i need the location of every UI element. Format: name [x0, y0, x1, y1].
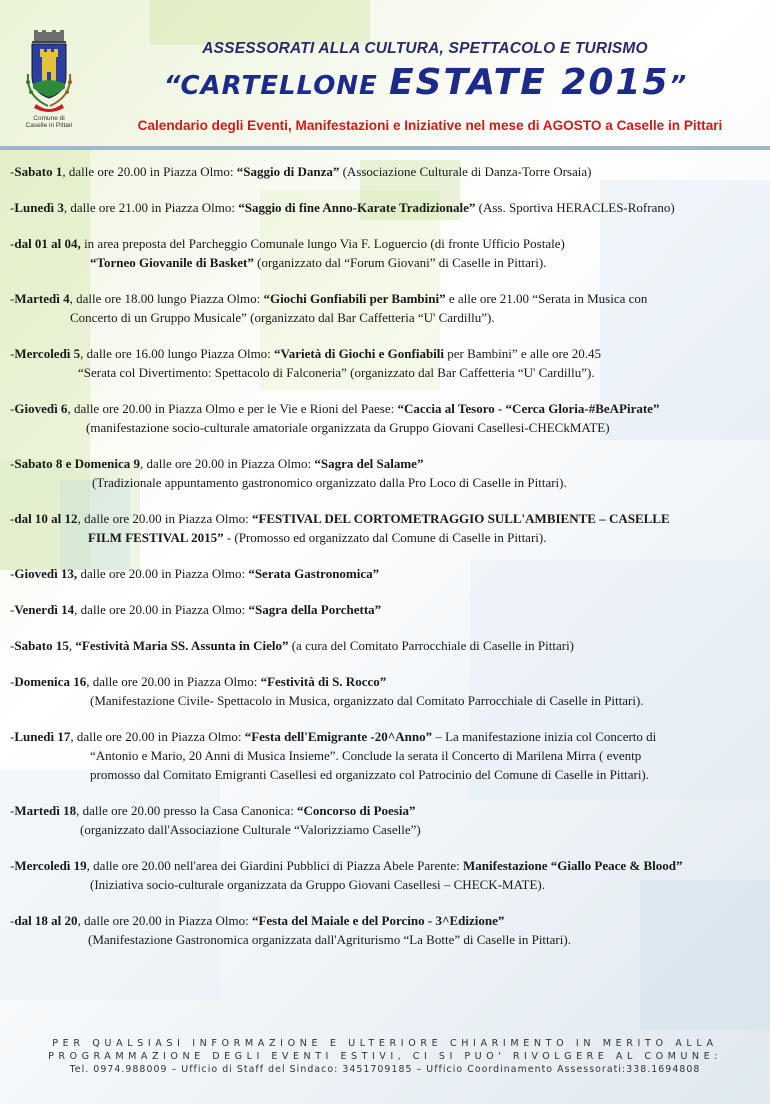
event-item	[10, 234, 766, 272]
event-item	[10, 454, 766, 492]
event-highlight: Lunedì 3	[14, 200, 64, 215]
event-item	[10, 727, 766, 784]
event-item	[10, 289, 766, 327]
crest-caption-line: Caselle in Pittari	[25, 122, 73, 129]
event-text: , dalle ore 20.00 presso la Casa Canonica:	[76, 803, 298, 818]
event-highlight: “Festa dell'Emigrante -20^Anno”	[244, 729, 433, 744]
title-word-estate: ESTATE 2015	[388, 62, 670, 103]
event-line-1	[10, 727, 766, 746]
event-highlight: “FESTIVAL DEL CORTOMETRAGGIO SULL'AMBIENTE – CASELLE	[251, 511, 670, 526]
event-item	[10, 198, 766, 217]
event-text: , dalle ore 20.00 in Piazza Olmo:	[140, 456, 315, 471]
header-divider	[0, 146, 770, 150]
municipal-crest	[16, 30, 82, 129]
event-text: dalle ore 20.00 in Piazza Olmo:	[77, 566, 249, 581]
event-text: (Iniziativa socio-culturale organizzata da Gruppo Giovani Casellesi – CHECK-MATE).	[90, 877, 545, 892]
event-highlight: Manifestazione “Giallo Peace & Blood”	[463, 858, 683, 873]
event-text: -	[10, 511, 15, 526]
event-highlight: “Festività di S. Rocco”	[260, 674, 387, 689]
event-item	[10, 801, 766, 839]
event-text: , dalle ore 20.00 in Piazza Olmo:	[70, 729, 245, 744]
event-item	[10, 911, 766, 949]
event-text: -	[10, 566, 15, 581]
event-text: (organizzato dal “Forum Giovani” di Caselle in Pittari).	[253, 255, 547, 270]
event-highlight: “Festività Maria SS. Assunta in Cielo”	[75, 638, 289, 653]
event-text: -	[10, 858, 15, 873]
event-highlight: “Caccia al Tesoro - “Cerca Gloria-#BeAPirate”	[397, 401, 660, 416]
event-highlight: “Saggio di Danza”	[236, 164, 340, 179]
coat-of-arms-icon	[18, 30, 80, 114]
event-line-2	[10, 528, 766, 547]
footer-line: PER QUALSIASI INFORMAZIONE E ULTERIORE CHIARIMENTO IN MERITO ALLA	[52, 1038, 718, 1049]
event-highlight: dal 18 al 20	[14, 913, 78, 928]
event-highlight: “Saggio di fine Anno-Karate Tradizionale”	[238, 200, 476, 215]
event-line-1	[10, 399, 766, 418]
event-text: , dalle ore 16.00 lungo Piazza Olmo:	[80, 346, 275, 361]
event-text: , dalle ore 20.00 in Piazza Olmo e per le Vie e Rioni del Paese:	[67, 401, 398, 416]
event-highlight: FILM FESTIVAL 2015”	[88, 530, 224, 545]
event-highlight: “Varietà di Giochi e Gonfiabili	[274, 346, 445, 361]
crest-caption	[16, 115, 82, 129]
event-highlight: Giovedì 6	[14, 401, 68, 416]
event-text: – La manifestazione inizia col Concerto di	[432, 729, 657, 744]
event-line-1	[10, 801, 766, 820]
event-item	[10, 509, 766, 547]
event-line-1	[10, 600, 766, 619]
event-item	[10, 162, 766, 181]
event-text: ,	[68, 638, 76, 653]
event-text: (Tradizionale appuntamento gastronomico organizzato dalla Pro Loco di Caselle in Pittari).	[92, 475, 567, 490]
event-text: per Bambini” e alle ore 20.45	[444, 346, 602, 361]
event-item	[10, 344, 766, 382]
event-highlight: Giovedì 13,	[14, 566, 78, 581]
event-text: , dalle ore 20.00 in Piazza Olmo:	[77, 913, 252, 928]
event-text: (organizzato dall'Associazione Culturale “Valorizziamo Caselle”)	[80, 822, 421, 837]
event-item	[10, 672, 766, 710]
event-text: (manifestazione socio-culturale amatoriale organizzata da Gruppo Giovani Casellesi-CHECkMATE)	[86, 420, 610, 435]
event-line-1	[10, 454, 766, 473]
event-text: -	[10, 236, 15, 251]
event-text: , dalle ore 21.00 in Piazza Olmo:	[63, 200, 239, 215]
event-text: (Associazione Culturale di Danza-Torre Orsaia)	[339, 164, 592, 179]
event-text: e alle ore 21.00 “Serata in Musica con	[445, 291, 648, 306]
event-text: in area preposta del Parcheggio Comunale lungo Via F. Loguercio (di fronte Ufficio Postale)	[80, 236, 565, 251]
event-text: - (Promosso ed organizzato dal Comune di Caselle in Pittari).	[223, 530, 547, 545]
event-line-1	[10, 344, 766, 363]
event-highlight: Mercoledì 5	[14, 346, 81, 361]
event-highlight: Martedì 4	[14, 291, 70, 306]
event-text: , dalle ore 20.00 in Piazza Olmo:	[77, 511, 252, 526]
events-list	[10, 162, 766, 966]
event-highlight: Lunedì 17	[14, 729, 71, 744]
event-text: , dalle ore 20.00 nell'area dei Giardini Pubblici di Piazza Abele Parente:	[86, 858, 463, 873]
event-highlight: “Festa del Maiale e del Porcino - 3^Edizione”	[251, 913, 505, 928]
event-highlight: “Sagra del Salame”	[314, 456, 424, 471]
event-line-2	[10, 308, 766, 327]
event-text: Concerto di un Gruppo Musicale” (organizzato dal Bar Caffetteria “U' Cardillu”).	[70, 310, 495, 325]
event-text: -	[10, 602, 15, 617]
assessorati-heading: ASSESSORATI ALLA CULTURA, SPETTACOLO E TURISMO	[202, 40, 648, 57]
footer-contact	[0, 1037, 770, 1076]
event-line-1	[10, 672, 766, 691]
event-line-2	[10, 363, 766, 382]
footer-line: PROGRAMMAZIONE DEGLI EVENTI ESTIVI, CI SI PUO' RIVOLGERE AL COMUNE:	[48, 1051, 722, 1062]
event-item	[10, 564, 766, 583]
event-line-3	[10, 765, 766, 784]
event-line-1	[10, 564, 766, 583]
event-line-2	[10, 746, 766, 765]
event-line-1	[10, 856, 766, 875]
event-line-2	[10, 473, 766, 492]
event-highlight: dal 10 al 12	[14, 511, 78, 526]
event-highlight: “Concorso di Poesia”	[297, 803, 416, 818]
event-highlight: “Giochi Gonfiabili per Bambini”	[263, 291, 446, 306]
event-highlight: Sabato 8 e Domenica 9	[14, 456, 141, 471]
event-highlight: Domenica 16	[14, 674, 87, 689]
event-line-2	[10, 875, 766, 894]
event-line-2	[10, 820, 766, 839]
crest-caption-line: Comune di	[33, 115, 65, 122]
event-text: (Ass. Sportiva HERACLES-Rofrano)	[475, 200, 675, 215]
page-subtitle: Calendario degli Eventi, Manifestazioni e Iniziative nel mese di AGOSTO a Caselle in Pittari	[137, 118, 723, 133]
event-line-1	[10, 636, 766, 655]
event-text: , dalle ore 20.00 in Piazza Olmo:	[62, 164, 237, 179]
page-title	[100, 62, 750, 103]
event-text: -	[10, 401, 15, 416]
event-item	[10, 399, 766, 437]
event-line-1	[10, 198, 766, 217]
footer-line: Tel. 0974.988009 – Ufficio di Staff del Sindaco: 3451709185 – Ufficio Coordinamento Assessorati:338.1694808	[69, 1064, 701, 1075]
event-line-1	[10, 289, 766, 308]
event-line-1	[10, 234, 766, 253]
event-highlight: Sabato 15	[14, 638, 69, 653]
event-line-1	[10, 162, 766, 181]
event-highlight: “Serata Gastronomica”	[248, 566, 380, 581]
event-text: -	[10, 291, 15, 306]
event-text: , dalle ore 20.00 in Piazza Olmo:	[86, 674, 261, 689]
event-line-2	[10, 691, 766, 710]
event-text: -	[10, 456, 15, 471]
event-text: , dalle ore 18.00 lungo Piazza Olmo:	[69, 291, 264, 306]
event-text: (Manifestazione Civile- Spettacolo in Musica, organizzato dal Comitato Parrocchiale di Caselle in Pittari).	[90, 693, 644, 708]
event-text: -	[10, 913, 15, 928]
event-text: “Antonio e Mario, 20 Anni di Musica Insieme”. Conclude la serata il Concerto di Marilena Mirra ( eventp	[90, 748, 642, 763]
event-highlight: dal 01 al 04,	[14, 236, 81, 251]
event-item	[10, 856, 766, 894]
event-text: -	[10, 346, 15, 361]
event-text: (Manifestazione Gastronomica organizzata dall'Agriturismo “La Botte” di Caselle in Pittari).	[88, 932, 571, 947]
event-line-2	[10, 418, 766, 437]
event-line-1	[10, 911, 766, 930]
event-item	[10, 600, 766, 619]
title-open-quote: “	[163, 71, 181, 101]
event-line-1	[10, 509, 766, 528]
event-text: -	[10, 200, 15, 215]
event-text: -	[10, 803, 15, 818]
event-line-2	[10, 930, 766, 949]
event-highlight: Venerdì 14	[14, 602, 75, 617]
event-text: (a cura del Comitato Parrocchiale di Caselle in Pittari)	[288, 638, 575, 653]
event-text: promosso dal Comitato Emigranti Casellesi ed organizzato col Patrocinio del Comune di Caselle in Pittari).	[90, 767, 650, 782]
header	[0, 0, 770, 150]
event-text: -	[10, 164, 15, 179]
event-text: , dalle ore 20.00 in Piazza Olmo:	[74, 602, 249, 617]
event-text: -	[10, 674, 15, 689]
event-line-2	[10, 253, 766, 272]
title-close-quote: ”	[669, 71, 687, 101]
event-item	[10, 636, 766, 655]
event-text: -	[10, 638, 15, 653]
event-highlight: “Torneo Giovanile di Basket”	[90, 255, 254, 270]
event-text: -	[10, 729, 15, 744]
title-word-cartellone: CARTELLONE	[180, 71, 378, 101]
event-text: “Serata col Divertimento: Spettacolo di Falconeria” (organizzato dal Bar Caffetteria “U' Cardillu”).	[78, 365, 595, 380]
event-highlight: Martedì 18	[14, 803, 77, 818]
event-highlight: Mercoledì 19	[14, 858, 87, 873]
event-highlight: Sabato 1	[14, 164, 63, 179]
event-highlight: “Sagra della Porchetta”	[248, 602, 382, 617]
